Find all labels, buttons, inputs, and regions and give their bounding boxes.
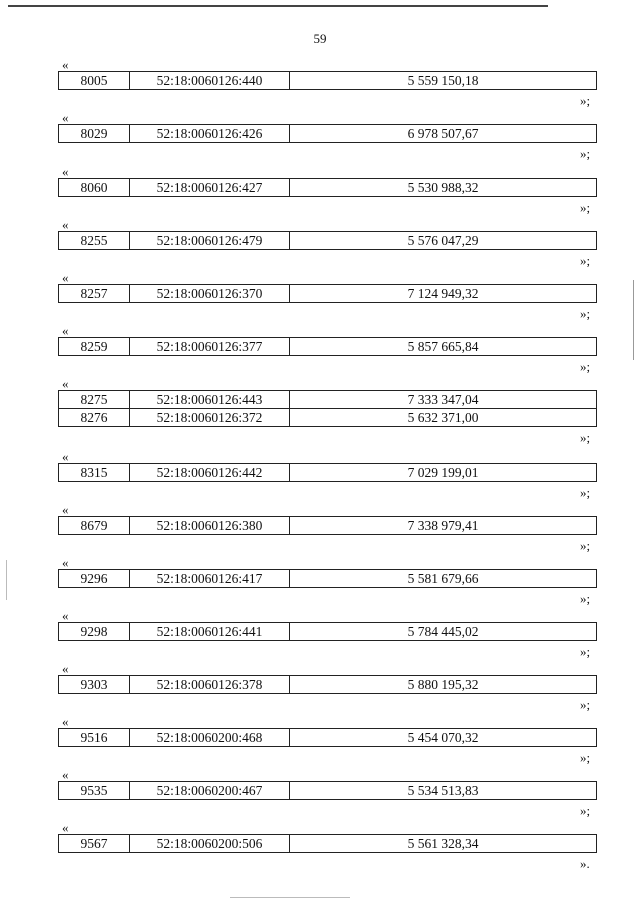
object-number-cell: 8259 [59,338,130,356]
close-quote: »; [580,591,591,606]
entry-table [58,569,597,588]
object-number-cell: 9303 [59,676,130,694]
table-row [59,338,597,356]
cadastral-number-cell: 52:18:0060200:506 [130,835,290,853]
cadastral-value-cell: 5 880 195,32 [290,676,597,694]
cadastral-number-cell: 52:18:0060126:377 [130,338,290,356]
cadastral-number-cell: 52:18:0060126:442 [130,464,290,482]
object-number-cell: 8060 [59,179,130,197]
cadastral-number-cell: 52:18:0060126:372 [130,409,290,427]
table-row [59,570,597,588]
object-number-cell: 8315 [59,464,130,482]
table-row [59,391,597,409]
cadastral-number-cell: 52:18:0060126:370 [130,285,290,303]
cadastral-number-cell: 52:18:0060126:380 [130,517,290,535]
cadastral-value-cell: 5 561 328,34 [290,835,597,853]
close-quote: »; [580,697,591,712]
table-row [59,409,597,427]
object-number-cell: 8005 [59,72,130,90]
table-row [59,835,597,853]
entry-table [58,231,597,250]
scan-mark-left [6,560,7,600]
object-number-cell: 8029 [59,125,130,143]
cadastral-value-cell: 7 338 979,41 [290,517,597,535]
close-quote: »; [580,200,591,215]
open-quote: « [62,820,69,835]
entry-table [58,834,597,853]
object-number-cell: 8257 [59,285,130,303]
table-row [59,782,597,800]
table-row [59,517,597,535]
cadastral-value-cell: 7 333 347,04 [290,391,597,409]
entry-table [58,728,597,747]
open-quote: « [62,502,69,517]
close-quote: »; [580,306,591,321]
entry-table [58,781,597,800]
cadastral-number-cell: 52:18:0060126:426 [130,125,290,143]
table-row [59,464,597,482]
table-row [59,232,597,250]
cadastral-value-cell: 5 534 513,83 [290,782,597,800]
cadastral-number-cell: 52:18:0060126:443 [130,391,290,409]
open-quote: « [62,608,69,623]
top-rule [8,5,548,7]
table-row [59,285,597,303]
entry-table [58,178,597,197]
cadastral-number-cell: 52:18:0060126:441 [130,623,290,641]
cadastral-number-cell: 52:18:0060126:417 [130,570,290,588]
cadastral-number-cell: 52:18:0060126:440 [130,72,290,90]
object-number-cell: 9298 [59,623,130,641]
close-quote: »; [580,538,591,553]
close-quote: »; [580,485,591,500]
object-number-cell: 8276 [59,409,130,427]
cadastral-value-cell: 5 784 445,02 [290,623,597,641]
scan-mark-right [633,280,634,360]
open-quote: « [62,57,69,72]
cadastral-value-cell: 5 581 679,66 [290,570,597,588]
object-number-cell: 9296 [59,570,130,588]
open-quote: « [62,714,69,729]
cadastral-value-cell: 5 559 150,18 [290,72,597,90]
entry-table [58,390,597,427]
cadastral-value-cell: 5 530 988,32 [290,179,597,197]
entry-table [58,463,597,482]
object-number-cell: 9516 [59,729,130,747]
table-row [59,623,597,641]
scan-mark-bottom [230,897,350,898]
cadastral-number-cell: 52:18:0060126:378 [130,676,290,694]
cadastral-value-cell: 5 857 665,84 [290,338,597,356]
table-row [59,676,597,694]
close-quote: »; [580,644,591,659]
entry-table [58,516,597,535]
cadastral-value-cell: 5 454 070,32 [290,729,597,747]
object-number-cell: 8679 [59,517,130,535]
entry-table [58,675,597,694]
close-quote: »; [580,359,591,374]
cadastral-number-cell: 52:18:0060200:468 [130,729,290,747]
close-quote: »; [580,803,591,818]
open-quote: « [62,110,69,125]
cadastral-number-cell: 52:18:0060200:467 [130,782,290,800]
open-quote: « [62,661,69,676]
table-row [59,125,597,143]
cadastral-value-cell: 6 978 507,67 [290,125,597,143]
close-quote: ». [580,856,590,871]
object-number-cell: 9535 [59,782,130,800]
open-quote: « [62,555,69,570]
entry-table [58,337,597,356]
close-quote: »; [580,146,591,161]
object-number-cell: 9567 [59,835,130,853]
entry-table [58,622,597,641]
open-quote: « [62,323,69,338]
close-quote: »; [580,93,591,108]
cadastral-value-cell: 5 632 371,00 [290,409,597,427]
cadastral-value-cell: 5 576 047,29 [290,232,597,250]
open-quote: « [62,449,69,464]
cadastral-value-cell: 7 124 949,32 [290,285,597,303]
table-row [59,729,597,747]
entry-table [58,284,597,303]
page-number: 59 [313,31,327,46]
table-row [59,179,597,197]
close-quote: »; [580,253,591,268]
object-number-cell: 8275 [59,391,130,409]
entry-table [58,71,597,90]
open-quote: « [62,270,69,285]
open-quote: « [62,767,69,782]
open-quote: « [62,217,69,232]
open-quote: « [62,164,69,179]
table-row [59,72,597,90]
cadastral-number-cell: 52:18:0060126:427 [130,179,290,197]
close-quote: »; [580,430,591,445]
cadastral-value-cell: 7 029 199,01 [290,464,597,482]
open-quote: « [62,376,69,391]
entry-table [58,124,597,143]
close-quote: »; [580,750,591,765]
object-number-cell: 8255 [59,232,130,250]
cadastral-number-cell: 52:18:0060126:479 [130,232,290,250]
